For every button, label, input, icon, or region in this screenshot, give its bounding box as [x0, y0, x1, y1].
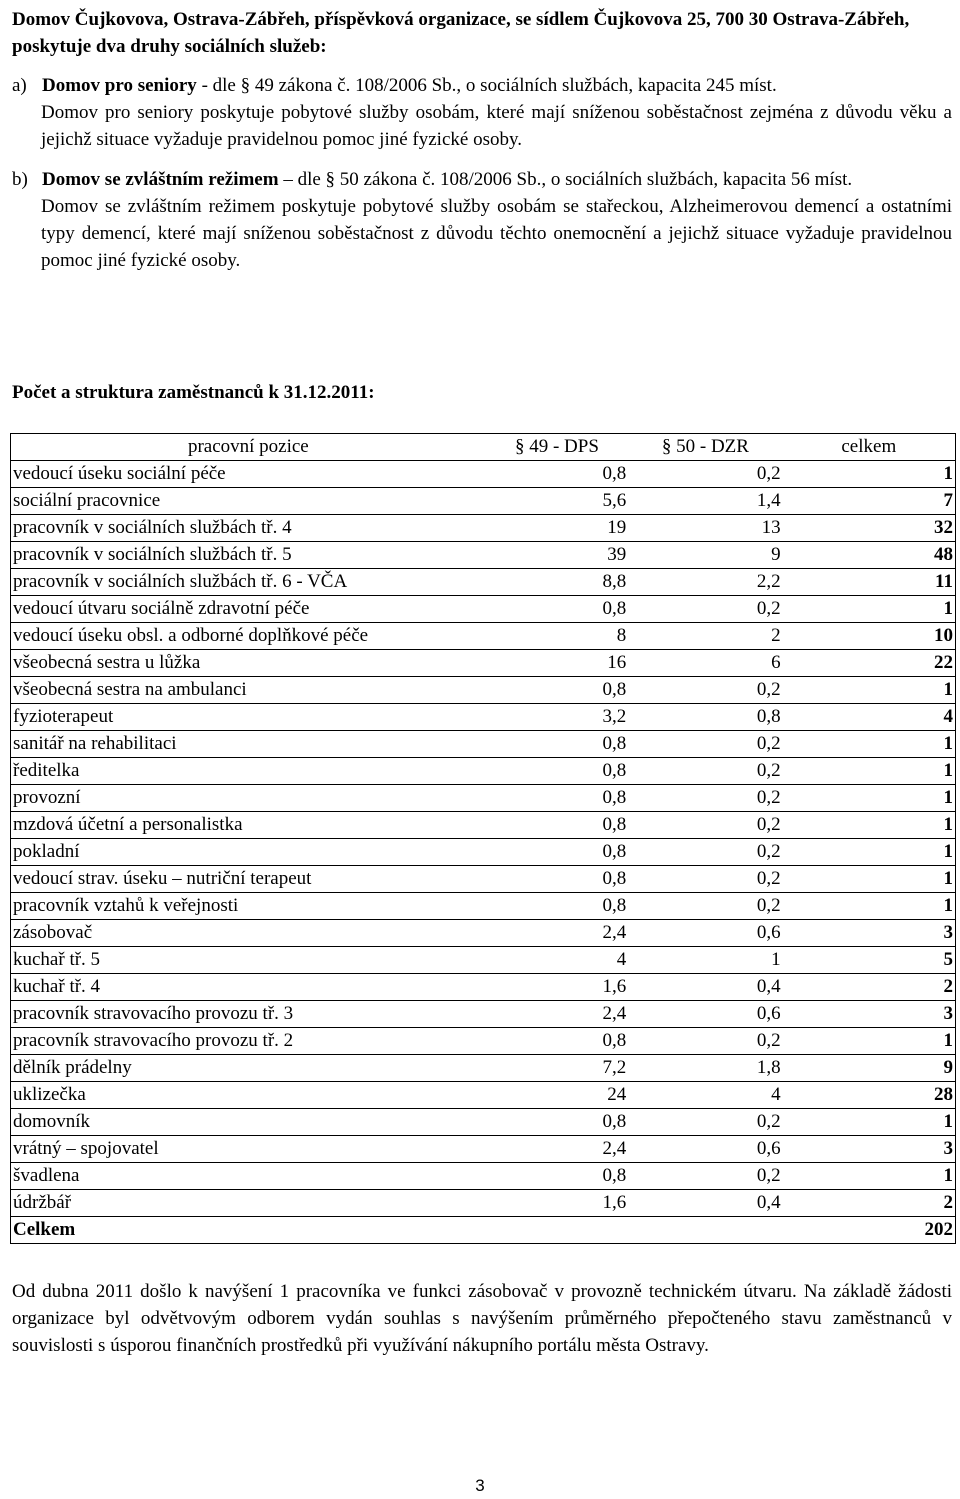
- table-row: [11, 461, 956, 488]
- cell-dzr: 4: [628, 1082, 782, 1109]
- cell-dzr: 1,8: [628, 1055, 782, 1082]
- cell-dps: 2,4: [486, 920, 629, 947]
- table-row: [11, 812, 956, 839]
- table-row: [11, 650, 956, 677]
- table-row: [11, 893, 956, 920]
- cell-total: 1: [783, 839, 956, 866]
- cell-position: pokladní: [11, 839, 486, 866]
- cell-dzr: 0,2: [628, 812, 782, 839]
- cell-position: vedoucí útvaru sociálně zdravotní péče: [11, 596, 486, 623]
- cell-position: domovník: [11, 1109, 486, 1136]
- cell-dps: 0,8: [486, 866, 629, 893]
- cell-total: 1: [783, 1028, 956, 1055]
- cell-dps: 0,8: [486, 839, 629, 866]
- cell-dzr: 0,2: [628, 893, 782, 920]
- cell-total: 5: [783, 947, 956, 974]
- table-row: [11, 1028, 956, 1055]
- cell-position: fyzioterapeut: [11, 704, 486, 731]
- item-a-rest: - dle § 49 zákona č. 108/2006 Sb., o sociálních službách, kapacita 245 míst.: [196, 75, 777, 96]
- table-row: [11, 1001, 956, 1028]
- table-header-row: [11, 434, 956, 461]
- cell-total: 1: [783, 461, 956, 488]
- cell-dps: 1,6: [486, 1190, 629, 1217]
- item-a-label: a): [12, 75, 27, 96]
- cell-total: 2: [783, 1190, 956, 1217]
- table-row: [11, 1190, 956, 1217]
- header-position: pracovní pozice: [11, 434, 486, 461]
- cell-dps: 19: [486, 515, 629, 542]
- cell-dps: 0,8: [486, 812, 629, 839]
- total-value: 202: [783, 1217, 956, 1244]
- cell-position: kuchař tř. 4: [11, 974, 486, 1001]
- cell-dps: 2,4: [486, 1001, 629, 1028]
- cell-dzr: 0,6: [628, 920, 782, 947]
- cell-dps: 16: [486, 650, 629, 677]
- item-b-rest: – dle § 50 zákona č. 108/2006 Sb., o sociálních službách, kapacita 56 míst.: [278, 169, 853, 190]
- cell-dps: 0,8: [486, 1163, 629, 1190]
- cell-dps: 39: [486, 542, 629, 569]
- cell-dps: 8: [486, 623, 629, 650]
- cell-position: sanitář na rehabilitaci: [11, 731, 486, 758]
- cell-dzr: 1,4: [628, 488, 782, 515]
- cell-total: 9: [783, 1055, 956, 1082]
- intro-paragraph: Domov Čujkovova, Ostrava-Zábřeh, příspěvková organizace, se sídlem Čujkovova 25, 700 30 Ostrava-Zábřeh, poskytuje dva druhy sociálních služeb:: [12, 9, 910, 57]
- cell-dps: 0,8: [486, 1109, 629, 1136]
- cell-total: 48: [783, 542, 956, 569]
- cell-dps: 0,8: [486, 1028, 629, 1055]
- cell-position: pracovník stravovacího provozu tř. 3: [11, 1001, 486, 1028]
- cell-total: 1: [783, 1163, 956, 1190]
- cell-total: 28: [783, 1082, 956, 1109]
- cell-position: kuchař tř. 5: [11, 947, 486, 974]
- cell-position: pracovník stravovacího provozu tř. 2: [11, 1028, 486, 1055]
- table-row: [11, 569, 956, 596]
- cell-position: vrátný – spojovatel: [11, 1136, 486, 1163]
- cell-position: vedoucí úseku sociální péče: [11, 461, 486, 488]
- cell-position: mzdová účetní a personalistka: [11, 812, 486, 839]
- cell-dzr: 0,2: [628, 1163, 782, 1190]
- cell-total: 1: [783, 677, 956, 704]
- cell-position: sociální pracovnice: [11, 488, 486, 515]
- cell-total: 1: [783, 812, 956, 839]
- table-row: [11, 758, 956, 785]
- cell-total: 1: [783, 785, 956, 812]
- cell-dzr: 9: [628, 542, 782, 569]
- cell-dzr: 0,2: [628, 677, 782, 704]
- table-row: [11, 704, 956, 731]
- cell-dzr: 2,2: [628, 569, 782, 596]
- cell-position: uklizečka: [11, 1082, 486, 1109]
- page-number: 3: [475, 1476, 485, 1495]
- table-row: [11, 1109, 956, 1136]
- cell-position: vedoucí strav. úseku – nutriční terapeut: [11, 866, 486, 893]
- cell-dzr: 0,2: [628, 839, 782, 866]
- table-row: [11, 731, 956, 758]
- table-row: [11, 947, 956, 974]
- cell-position: pracovník v sociálních službách tř. 4: [11, 515, 486, 542]
- table-row: [11, 596, 956, 623]
- table-row: [11, 839, 956, 866]
- table-row: [11, 1055, 956, 1082]
- cell-dzr: 0,2: [628, 596, 782, 623]
- cell-position: všeobecná sestra na ambulanci: [11, 677, 486, 704]
- cell-total: 7: [783, 488, 956, 515]
- table-row: [11, 1136, 956, 1163]
- cell-position: pracovník v sociálních službách tř. 5: [11, 542, 486, 569]
- staff-table: [10, 433, 956, 1244]
- cell-total: 1: [783, 866, 956, 893]
- table-row: [11, 974, 956, 1001]
- item-b-description: Domov se zvláštním režimem poskytuje pobytové služby osobám se stařeckou, Alzheimerovou demencí a ostatními typy demencí, které mají sníženou soběstačnost z důvodu těchto onemocnění a jejichž situace vyžaduje pravidelnou pomoc jiné fyzické osoby.: [41, 196, 952, 271]
- cell-position: ředitelka: [11, 758, 486, 785]
- cell-total: 1: [783, 596, 956, 623]
- table-row: [11, 785, 956, 812]
- cell-dps: 0,8: [486, 596, 629, 623]
- cell-total: 3: [783, 1136, 956, 1163]
- cell-total: 10: [783, 623, 956, 650]
- cell-position: údržbář: [11, 1190, 486, 1217]
- cell-dzr: 0,2: [628, 866, 782, 893]
- item-b-title: Domov se zvláštním režimem: [42, 169, 279, 190]
- cell-total: 4: [783, 704, 956, 731]
- cell-dps: 0,8: [486, 785, 629, 812]
- footer-paragraph: Od dubna 2011 došlo k navýšení 1 pracovníka ve funkci zásobovač v provozně technickém útvaru. Na základě žádosti organizace byl odvětvovým odborem vydán souhlas s navýšením průměrného přepočteného stavu zaměstnanců v souvislosti s úsporou finančních prostředků při využívání nákupního portálu města Ostravy.: [12, 1281, 952, 1356]
- cell-position: pracovník vztahů k veřejnosti: [11, 893, 486, 920]
- cell-dps: 0,8: [486, 677, 629, 704]
- table-row: [11, 677, 956, 704]
- cell-dps: 1,6: [486, 974, 629, 1001]
- cell-dps: 5,6: [486, 488, 629, 515]
- total-empty-cell: [486, 1217, 629, 1244]
- cell-dps: 4: [486, 947, 629, 974]
- table-row: [11, 920, 956, 947]
- section-title: Počet a struktura zaměstnanců k 31.12.2011:: [12, 382, 375, 403]
- header-dzr: § 50 - DZR: [628, 434, 782, 461]
- cell-position: zásobovač: [11, 920, 486, 947]
- table-row: [11, 623, 956, 650]
- cell-total: 3: [783, 920, 956, 947]
- table-row: [11, 1082, 956, 1109]
- cell-position: všeobecná sestra u lůžka: [11, 650, 486, 677]
- cell-total: 1: [783, 731, 956, 758]
- cell-dzr: 13: [628, 515, 782, 542]
- cell-dzr: 0,6: [628, 1136, 782, 1163]
- cell-dzr: 0,6: [628, 1001, 782, 1028]
- cell-total: 32: [783, 515, 956, 542]
- cell-dps: 3,2: [486, 704, 629, 731]
- cell-dzr: 0,2: [628, 1028, 782, 1055]
- cell-dzr: 1: [628, 947, 782, 974]
- cell-total: 2: [783, 974, 956, 1001]
- cell-dps: 7,2: [486, 1055, 629, 1082]
- table-row: [11, 488, 956, 515]
- table-row: [11, 866, 956, 893]
- cell-total: 1: [783, 893, 956, 920]
- cell-dps: 0,8: [486, 893, 629, 920]
- item-a-description: Domov pro seniory poskytuje pobytové služby osobám, které mají sníženou soběstačnost zejména z důvodu věku a jejichž situace vyžaduje pravidelnou pomoc jiné fyzické osoby.: [41, 102, 952, 150]
- table-row: [11, 542, 956, 569]
- cell-position: švadlena: [11, 1163, 486, 1190]
- cell-position: vedoucí úseku obsl. a odborné doplňkové péče: [11, 623, 486, 650]
- header-dps: § 49 - DPS: [486, 434, 629, 461]
- table-total-row: [11, 1217, 956, 1244]
- header-total: celkem: [783, 434, 956, 461]
- cell-dzr: 6: [628, 650, 782, 677]
- table-row: [11, 1163, 956, 1190]
- cell-dps: 0,8: [486, 758, 629, 785]
- item-a-title: Domov pro seniory: [42, 75, 197, 96]
- table-row: [11, 515, 956, 542]
- cell-dzr: 0,2: [628, 758, 782, 785]
- total-label: Celkem: [11, 1217, 486, 1244]
- cell-dzr: 2: [628, 623, 782, 650]
- cell-dzr: 0,2: [628, 1109, 782, 1136]
- cell-position: dělník prádelny: [11, 1055, 486, 1082]
- cell-dzr: 0,4: [628, 1190, 782, 1217]
- cell-total: 3: [783, 1001, 956, 1028]
- cell-dzr: 0,8: [628, 704, 782, 731]
- cell-total: 11: [783, 569, 956, 596]
- cell-dps: 0,8: [486, 461, 629, 488]
- cell-dps: 24: [486, 1082, 629, 1109]
- item-a-heading: [12, 72, 952, 99]
- cell-position: provozní: [11, 785, 486, 812]
- cell-dzr: 0,2: [628, 461, 782, 488]
- cell-total: 22: [783, 650, 956, 677]
- cell-dzr: 0,2: [628, 731, 782, 758]
- total-empty-cell: [628, 1217, 782, 1244]
- item-b-heading: [12, 166, 952, 193]
- cell-dps: 0,8: [486, 731, 629, 758]
- cell-total: 1: [783, 1109, 956, 1136]
- cell-dps: 8,8: [486, 569, 629, 596]
- cell-dps: 2,4: [486, 1136, 629, 1163]
- cell-dzr: 0,2: [628, 785, 782, 812]
- page-body: [12, 6, 952, 274]
- cell-total: 1: [783, 758, 956, 785]
- item-b-label: b): [12, 169, 28, 190]
- cell-dzr: 0,4: [628, 974, 782, 1001]
- cell-position: pracovník v sociálních službách tř. 6 - VČA: [11, 569, 486, 596]
